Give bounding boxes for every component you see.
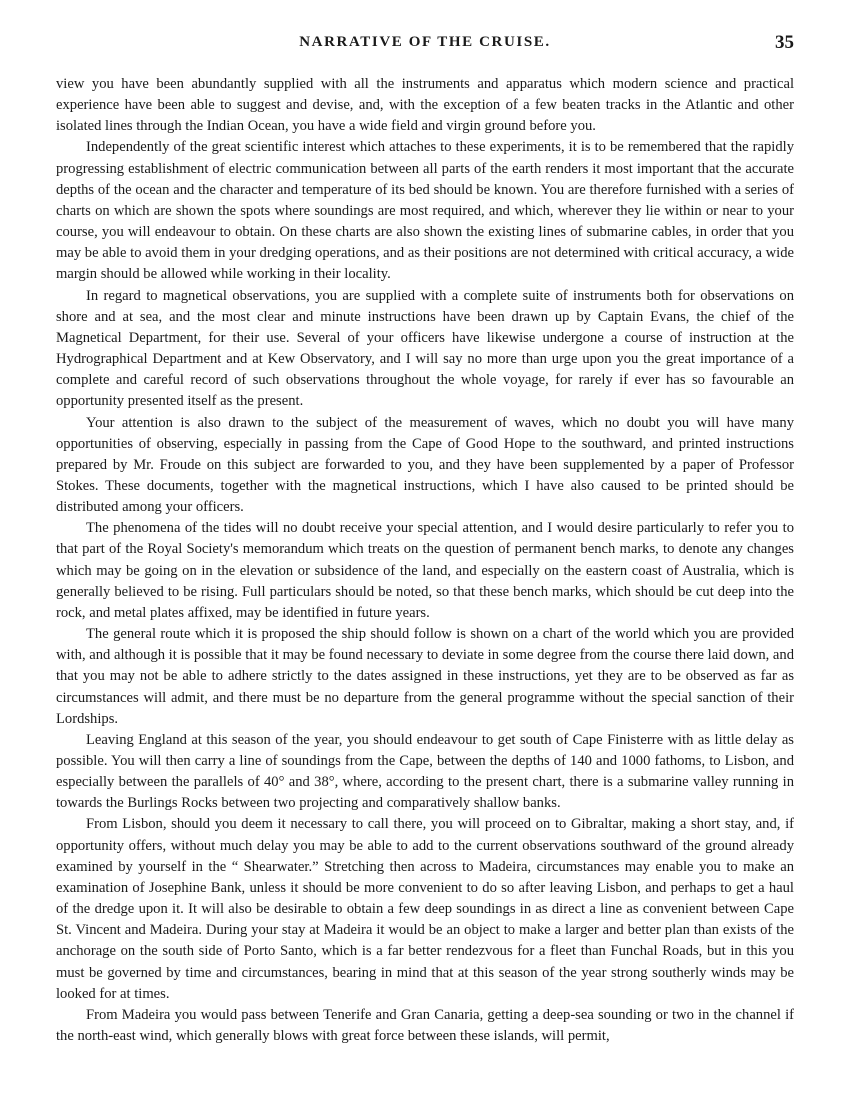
paragraph-continuation: view you have been abundantly supplied with all the instruments and apparatus which modern science and practical experience have been able to suggest and devise, and, with the exception of a few beaten tracks in the Atlantic and other isolated lines through the Indian Ocean, you have a wide field and virgin ground before you.	[56, 76, 794, 135]
paragraph-from-madeira: From Madeira you would pass between Tenerife and Gran Canaria, getting a deep-sea sounding or two in the channel if the north-east wind, which generally blows with great force between these islands, will permit,	[56, 1006, 794, 1045]
paragraph-magnetical-observations: In regard to magnetical observations, you are supplied with a complete suite of instruments both for observations on shore and at sea, and the most clear and minute instructions have been drawn up by Captain Evans, the chief of the Magnetical Department, for their use. Several of your officers have likewise undergone a course of instruction at the Hydrographical Department and at Kew Observatory, and I will say no more than urge upon you the great importance of a complete and careful record of such observations throughout the whole voyage, for rarely if ever has so favourable an opportunity presented itself as the present.	[56, 287, 794, 410]
running-title: NARRATIVE OF THE CRUISE.	[299, 34, 551, 50]
page-number: 35	[775, 32, 794, 53]
paragraph-electric-communication: Independently of the great scientific interest which attaches to these experiments, it is to be remembered that the rapidly progressing establishment of electric communication between all parts of the earth renders it most important that the accurate depths of the ocean and the character and temperature of its bed should be known. You are therefore furnished with a series of charts on which are shown the spots where soundings are most required, and which, wherever they lie within or near to your course, you will endeavour to obtain. On these charts are also shown the existing lines of submarine cables, in order that you may be able to avoid them in your dredging operations, and as their positions are not determined with critical accuracy, a wide margin should be allowed while working in their locality.	[56, 139, 794, 283]
paragraph-measurement-of-waves: Your attention is also drawn to the subject of the measurement of waves, which no doubt you will have many opportunities of observing, especially in passing from the Cape of Good Hope to the southward, and printed instructions prepared by Mr. Froude on this subject are forwarded to you, and they have been supplemented by a paper of Professor Stokes. These documents, together with the magnetical instructions, which I have also caused to be printed should be distributed among your officers.	[56, 414, 794, 516]
paragraph-general-route: The general route which it is proposed the ship should follow is shown on a chart of the world which you are provided with, and although it is possible that it may be found necessary to deviate in some degree from the course there laid down, and that you may not be able to adhere strictly to the dates assigned in these instructions, yet they are to be observed as far as circumstances will admit, and there must be no departure from the general programme without the special sanction of their Lordships.	[56, 626, 795, 727]
body-text	[56, 74, 794, 1047]
paragraph-leaving-england: Leaving England at this season of the year, you should endeavour to get south of Cape Finisterre with as little delay as possible. You will then carry a line of soundings from the Cape, between the depths of 140 and 1000 fathoms, to Lisbon, and especially between the parallels of 40° and 38°, where, according to the present chart, there is a submarine valley running in towards the Burlings Rocks between two projecting and comparatively shallow banks.	[56, 731, 794, 812]
paragraph-from-lisbon: From Lisbon, should you deem it necessary to call there, you will proceed on to Gibraltar, making a short stay, and, if opportunity offers, without much delay you may be able to add to the current observations southward of the ground already examined by yourself in the “ Shearwater.” Stretching then across to Madeira, circumstances may enable you to make an examination of Josephine Bank, unless it should be more convenient to do so after leaving Lisbon, and perhaps to get a haul of the dredge upon it. It will also be desirable to obtain a few deep soundings in as direct a line as convenient between Cape St. Vincent and Madeira. During your stay at Madeira it would be an object to make a larger and better plan than exists of the anchorage on the south side of Porto Santo, which is a far better rendezvous for a fleet than Funchal Roads, but in this you must be governed by time and circumstances, bearing in mind that at this season of the year strong southerly winds may be looked for at times.	[56, 816, 794, 1002]
paragraph-tides: The phenomena of the tides will no doubt receive your special attention, and I would desire particularly to refer you to that part of the Royal Society's memorandum which treats on the question of permanent bench marks, to denote any changes which may be going on in the elevation or subsidence of the land, and especially on the eastern coast of Australia, which is generally believed to be rising. Full particulars should be noted, so that these bench marks, which should be cut deep into the rock, and metal plates affixed, may be identified in future years.	[56, 520, 794, 621]
running-head	[56, 34, 794, 56]
